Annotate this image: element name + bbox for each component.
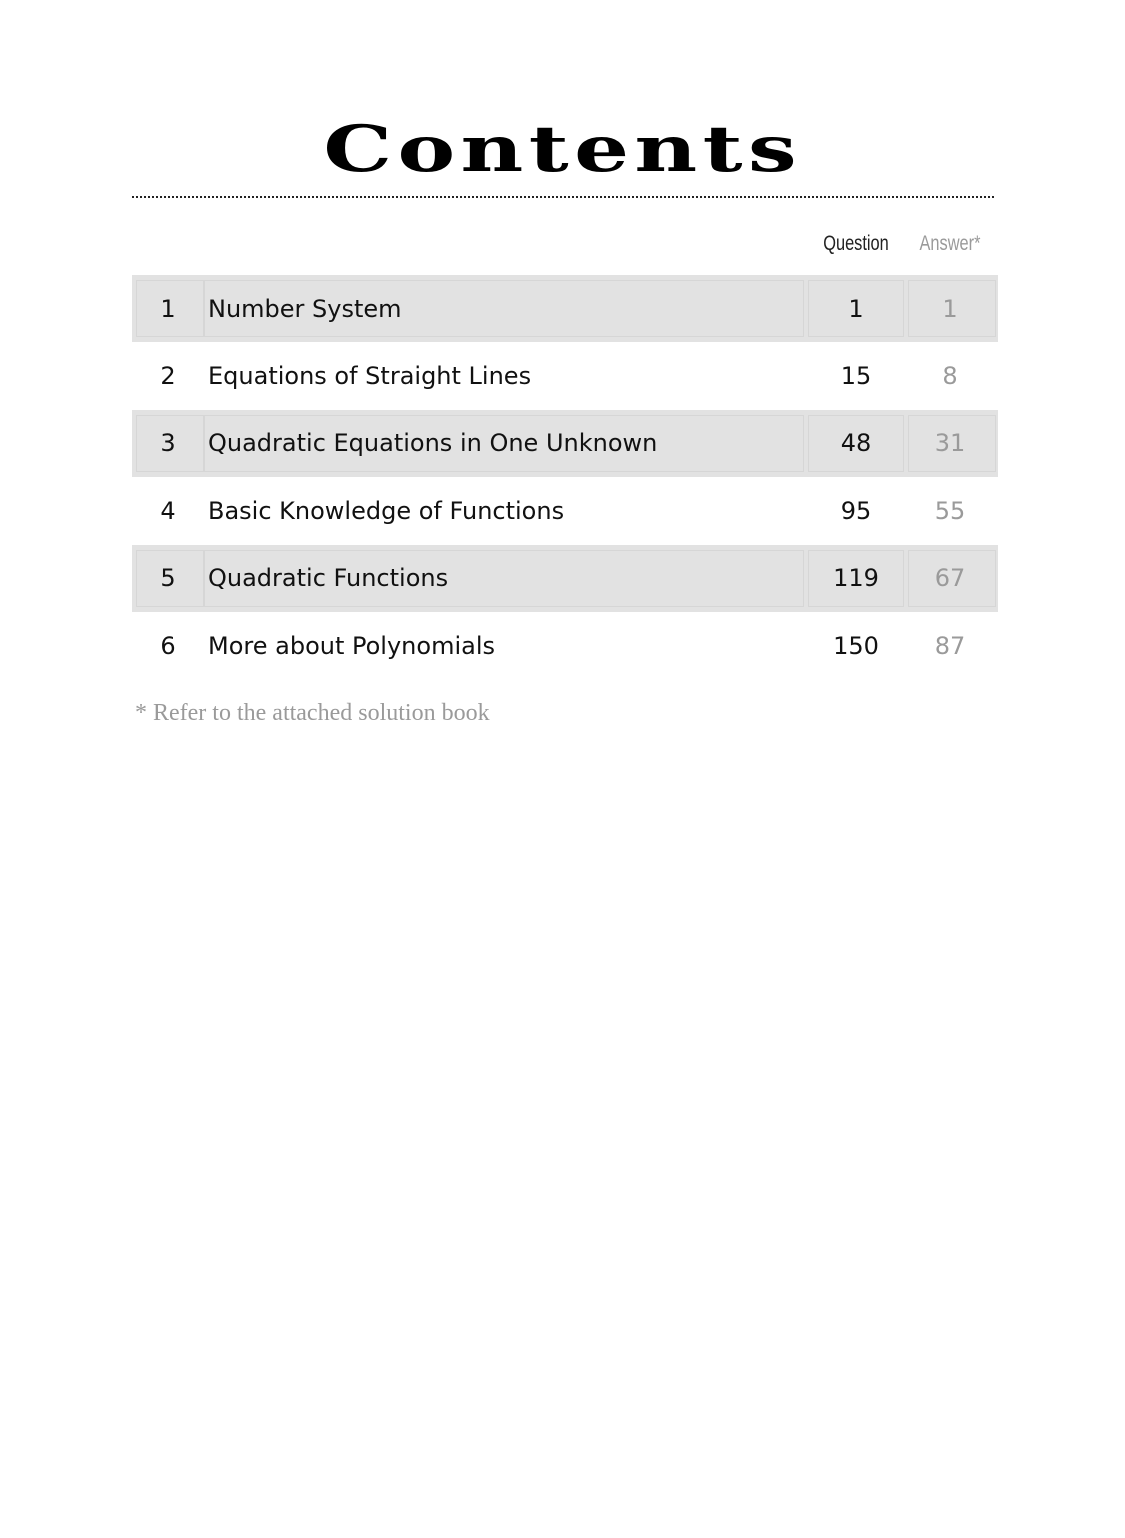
chapter-number: 4 — [160, 496, 176, 525]
answer-page: 87 — [934, 631, 966, 660]
chapter-title[interactable]: Number System — [208, 294, 402, 323]
footnote: * Refer to the attached solution book — [135, 700, 490, 726]
question-page: 150 — [833, 631, 879, 660]
table-row[interactable] — [132, 410, 998, 477]
table-row[interactable] — [132, 545, 998, 612]
answer-page: 55 — [934, 496, 966, 525]
chapter-number: 3 — [160, 429, 176, 458]
question-page: 1 — [848, 294, 864, 323]
chapter-title[interactable]: Quadratic Functions — [208, 564, 449, 593]
column-header-question: Question — [823, 232, 889, 255]
chapter-title[interactable]: Quadratic Equations in One Unknown — [208, 429, 658, 458]
answer-page: 67 — [934, 564, 966, 593]
question-page: 119 — [833, 564, 879, 593]
chapter-number: 1 — [160, 294, 176, 323]
question-page: 15 — [840, 362, 872, 391]
column-header-answer: Answer* — [919, 232, 981, 255]
table-row[interactable] — [132, 477, 998, 544]
table-row[interactable] — [132, 342, 998, 409]
question-page: 95 — [840, 496, 872, 525]
chapter-number: 6 — [160, 631, 176, 660]
chapter-title[interactable]: More about Polynomials — [208, 631, 495, 660]
chapter-title[interactable]: Basic Knowledge of Functions — [208, 496, 565, 525]
table-row[interactable] — [132, 275, 998, 342]
question-page: 48 — [840, 429, 872, 458]
page-title: Contents — [323, 112, 803, 187]
chapter-title[interactable]: Equations of Straight Lines — [208, 362, 532, 391]
answer-page: 31 — [934, 429, 966, 458]
contents-table — [132, 275, 998, 679]
chapter-number: 2 — [160, 362, 176, 391]
chapter-number: 5 — [160, 564, 176, 593]
answer-page: 1 — [942, 294, 958, 323]
table-row[interactable] — [132, 612, 998, 679]
answer-page: 8 — [942, 362, 958, 391]
dotted-divider — [132, 196, 994, 198]
